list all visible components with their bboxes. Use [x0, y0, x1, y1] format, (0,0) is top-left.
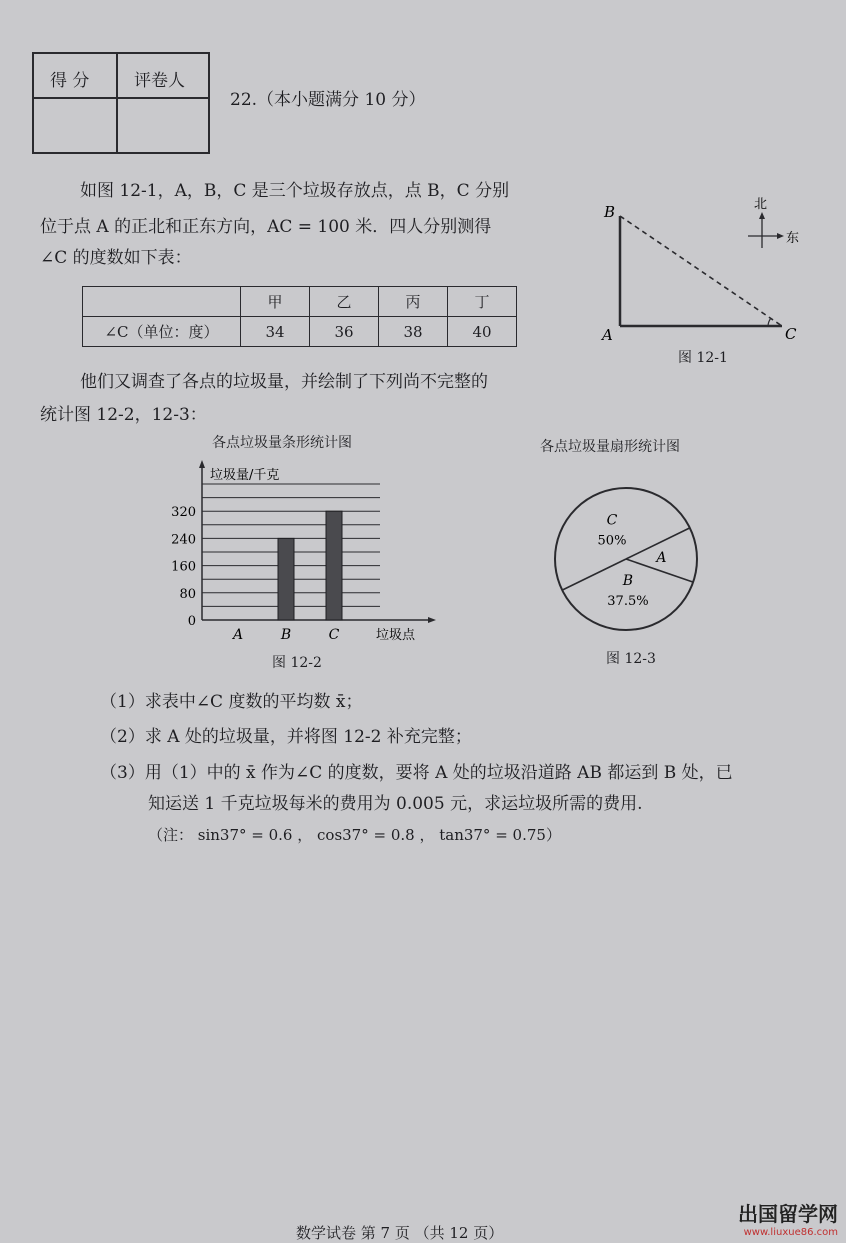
table-cell: 34	[241, 317, 310, 347]
question-number: 22.（本小题满分 10 分）	[230, 90, 426, 110]
figure-12-1	[590, 190, 820, 370]
segment-bc	[620, 216, 782, 326]
table-header-cell: 甲	[241, 287, 310, 317]
y-tick-label: 0	[187, 614, 196, 629]
point-c-label: C	[785, 325, 797, 343]
survey-line-1: 他们又调查了各点的垃圾量，并绘制了下列尚不完整的	[80, 372, 488, 392]
bar-chart	[150, 458, 440, 658]
score-box	[32, 52, 210, 154]
watermark-logo: 出国留学网 www.liuxue86.com	[738, 1202, 838, 1238]
figure-12-3-caption: 图 12-3	[606, 651, 656, 667]
table-row	[83, 317, 517, 347]
bar-C	[326, 511, 342, 620]
table-row-label: ∠C（单位：度）	[83, 317, 241, 347]
pie-slice-edge	[562, 559, 626, 590]
table-header-cell: 丙	[379, 287, 448, 317]
table-cell: 40	[448, 317, 517, 347]
y-tick-label: 240	[171, 532, 196, 548]
grader-header: 评卷人	[134, 71, 185, 91]
bar-chart-title: 各点垃圾量条形统计图	[212, 435, 352, 451]
angle-table	[82, 286, 517, 347]
intro-line-2: 位于点 A 的正北和正东方向，AC = 100 米．四人分别测得	[40, 217, 492, 237]
part-3-line-1: （3）用（1）中的 x̄ 作为∠C 的度数，要将 A 处的垃圾沿道路 AB 都运到 B 处，已	[100, 763, 733, 783]
part-3-line-2: 知运送 1 千克垃圾每米的费用为 0.005 元，求运垃圾所需的费用.	[148, 794, 643, 814]
pie-chart-title: 各点垃圾量扇形统计图	[540, 439, 680, 455]
table-header-cell	[83, 287, 241, 317]
page-footer: 数学试卷 第 7 页 （共 12 页）	[296, 1224, 504, 1242]
x-axis-arrow-icon	[428, 617, 436, 623]
table-header-row	[83, 287, 517, 317]
table-cell: 36	[310, 317, 379, 347]
note-line: （注： sin37° = 0.6 ， cos37° = 0.8 ， tan37° = 0.75）	[148, 826, 561, 844]
table-header-cell: 乙	[310, 287, 379, 317]
pie-slice-label-A: A	[656, 549, 667, 566]
pie-slice-percent-B: 37.5%	[607, 593, 649, 609]
pie-chart	[550, 484, 702, 634]
y-tick-label: 80	[179, 586, 196, 602]
intro-line-3: ∠C 的度数如下表：	[40, 248, 192, 268]
bar-B	[278, 538, 294, 620]
x-tick-label: C	[328, 627, 340, 643]
x-tick-label: B	[280, 627, 292, 643]
y-axis-label: 垃圾量/千克	[210, 468, 280, 483]
table-cell: 38	[379, 317, 448, 347]
figure-12-1-caption: 图 12-1	[678, 350, 728, 366]
pie-slice-label-C: C	[606, 512, 618, 529]
pie-slice-percent-C: 50%	[597, 533, 627, 549]
y-tick-label: 160	[171, 559, 196, 575]
part-1: （1）求表中∠C 度数的平均数 x̄；	[100, 692, 363, 712]
point-b-label: B	[604, 203, 616, 221]
figure-12-2-caption: 图 12-2	[272, 655, 322, 671]
intro-line-1: 如图 12-1，A，B，C 是三个垃圾存放点，点 B，C 分别	[80, 181, 510, 201]
east-label: 东	[786, 231, 800, 246]
part-2: （2）求 A 处的垃圾量，并将图 12-2 补充完整；	[100, 727, 472, 747]
north-label: 北	[754, 197, 768, 212]
y-axis-arrow-icon	[199, 460, 205, 468]
x-axis-label: 垃圾点	[376, 628, 416, 643]
table-header-cell: 丁	[448, 287, 517, 317]
point-a-label: A	[602, 326, 613, 344]
y-tick-label: 320	[171, 505, 196, 521]
survey-line-2: 统计图 12-2，12-3：	[40, 405, 207, 425]
x-tick-label: A	[232, 627, 244, 643]
pie-slice-label-B: B	[622, 572, 634, 589]
score-header: 得 分	[50, 71, 90, 91]
